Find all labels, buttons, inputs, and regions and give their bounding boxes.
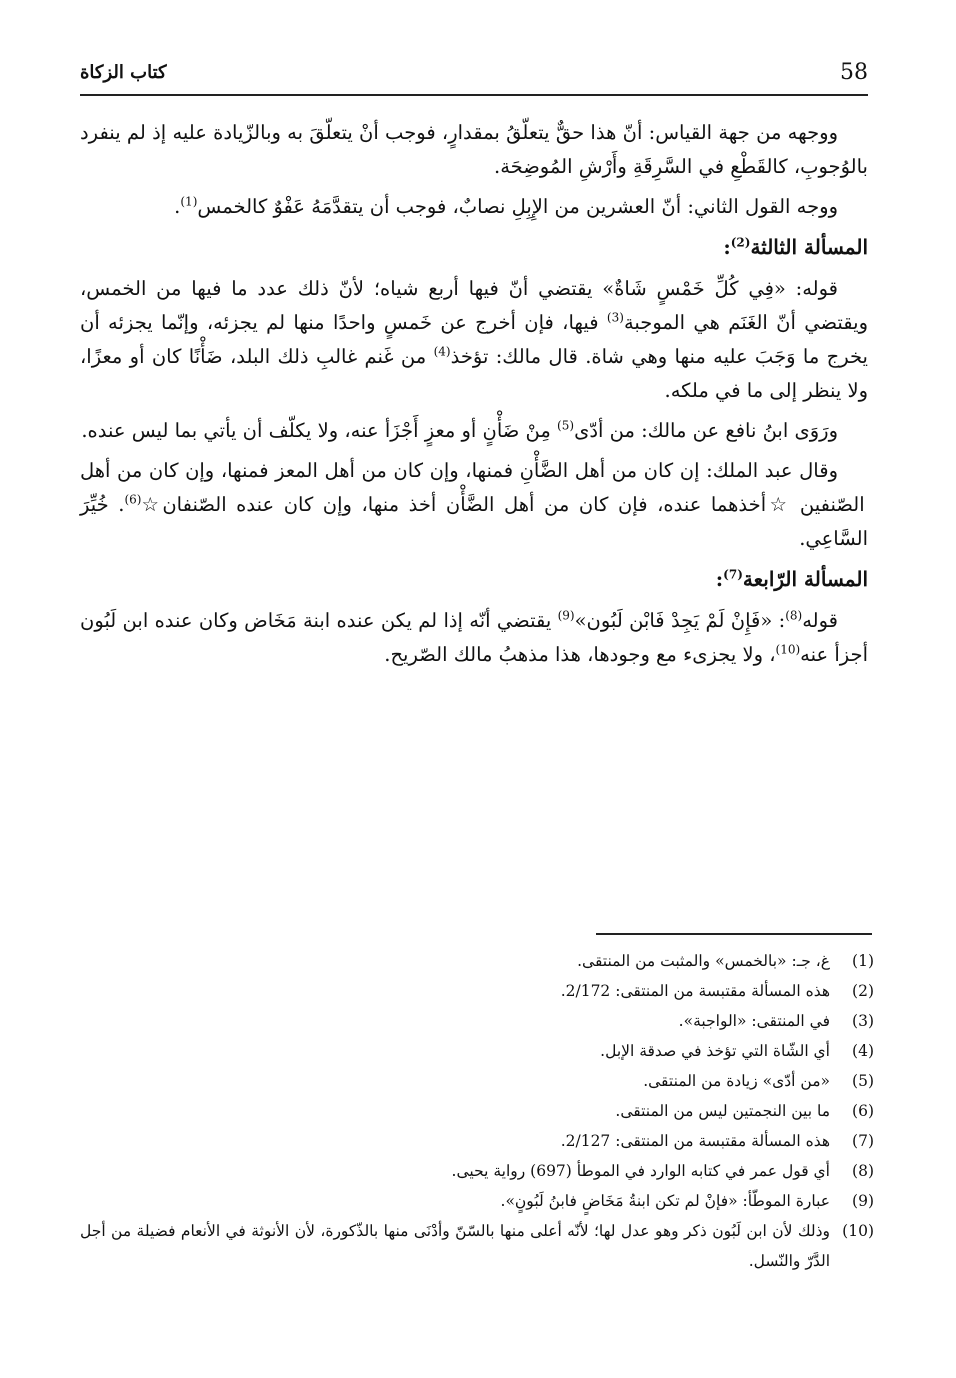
paragraph-analogy: [80, 116, 868, 184]
footnote-text: هذه المسألة مقتبسة من المنتقى: 2/172.: [560, 982, 830, 1000]
footnote-number: (7): [852, 1132, 874, 1150]
footnote-number: (9): [852, 1192, 874, 1210]
paragraph-text: فيها، فإن أخرج عن خَمسٍ واحدًا منها لم يجزئه، وإنّما يجزئه أن يخرج ما وَجَبَ عليه منها وهي شاة. قال مالك: تؤخذ: [80, 311, 868, 368]
footnote-item: [80, 1126, 874, 1156]
paragraph-text: : «فَإِنْ لَمْ يَجِدْ فَابْن لَبُون»: [574, 609, 786, 632]
paragraph-text: ووجه القول الثاني: أنّ العشرين من الإِبِلِ نصابٌ، فوجب أن يتقدَّمَهُ عَفْوٌ كالخمس: [197, 195, 838, 218]
paragraph-text: مِنْ ضَأْنٍ أو معزٍ أَجْزَأ عنه، ولا يكلّف أن يأتي بما ليس عنده.: [81, 419, 558, 442]
section-heading-third: [80, 230, 868, 264]
footnote-ref: (9): [557, 608, 575, 623]
heading-text: المسألة الرّابعة: [742, 567, 868, 591]
footnote-number: (6): [852, 1102, 874, 1120]
paragraph-text: وقال عبد الملك: إن كان من أهل الضَّأْنِ فمنها، وإن كان من أهل المعز فمنها، وإن كان من أهل الصّنفين ☆أخذهما عنده، فإن كان من أهل الضَّأْن أخذ منها، وإن كان عنده الصّنفان☆: [80, 459, 865, 516]
footnote-ref: (10): [775, 642, 801, 657]
paragraph-second-opinion: [80, 190, 868, 224]
paragraph-text: .: [174, 195, 181, 218]
paragraph-text: قوله: [802, 609, 838, 632]
section-heading-fourth: [80, 562, 868, 596]
footnote-text: في المنتقى: «الواجبة».: [678, 1012, 830, 1030]
footnote-text: ما بين النجمتين ليس من المنتقى.: [615, 1102, 830, 1120]
footnote-text: أي قول عمر في كتابه الوارد في الموطأ (697) رواية يحيى.: [451, 1162, 830, 1180]
page-header: [80, 60, 868, 96]
running-title: كتاب الزكاة: [80, 62, 167, 83]
main-text: [80, 116, 868, 678]
paragraph-text: ووجهه من جهة القياس: أنّ هذا حقٌّ يتعلّقُ بمقدارٍ، فوجب أنْ يتعلّقَ به وبالزّيادة عليه إذ لم ينفرد بالوُجوبِ، كالقَطْعِ في السَّرِقَةِ وأَرْشِ المُوضِحَة.: [80, 121, 868, 178]
footnote-item: [80, 1186, 874, 1216]
footnote-item: [80, 946, 874, 976]
footnote-text: «من أدّى» زيادة من المنتقى.: [643, 1072, 830, 1090]
footnote-ref: (4): [433, 344, 451, 359]
footnote-number: (4): [852, 1042, 874, 1060]
footnote-item: [80, 1006, 874, 1036]
footnote-text: وذلك لأن ابن لَبُون ذكر وهو عدل لها؛ لأنّه أعلى منها بالسّنّ وأدْنَى منها بالذّكورة، لأن الأنوثة في الأنعام فضيلة من أجل الدَّرّ والنّسل.: [80, 1222, 830, 1270]
footnote-ref: (2): [730, 235, 751, 250]
footnote-number: (10): [842, 1222, 874, 1240]
paragraph-five-camels: [80, 272, 868, 408]
footnotes: [80, 946, 874, 1276]
footnote-ref: (1): [180, 194, 198, 209]
footnote-ref: (8): [785, 608, 803, 623]
page-number: 58: [840, 60, 868, 85]
footnote-item: [80, 1096, 874, 1126]
footnote-number: (2): [852, 982, 874, 1000]
footnote-number: (1): [852, 952, 874, 970]
footnote-text: هذه المسألة مقتبسة من المنتقى: 2/127.: [560, 1132, 830, 1150]
paragraph-text: ورَوَى ابنُ نافع عن مالك: من أدّى: [574, 419, 838, 442]
paragraph-ibn-labun: [80, 604, 868, 672]
footnote-number: (3): [852, 1012, 874, 1030]
footnote-number: (5): [852, 1072, 874, 1090]
paragraph-text: من غَنم غالبِ ذلك البلد، ضَأْنًا كان أو معزًا، ولا ينظر إلى ما في ملكه.: [80, 345, 868, 402]
footnote-separator: [596, 933, 872, 935]
footnote-ref: (7): [723, 567, 743, 582]
heading-text: المسألة الثالثة: [750, 235, 868, 259]
paragraph-text: يقتضي أنّه إذا لم يكن عنده ابنة مَخَاض وكان عنده ابن لَبُون أجزأ عنه: [80, 609, 868, 666]
paragraph-text: ، ولا يجزىء مع وجودها، هذا مذهبُ مالك الصّريح.: [384, 643, 776, 666]
footnote-text: غ، جـ: «بالخمس» والمثبت من المنتقى.: [577, 952, 830, 970]
paragraph-abd-al-malik: [80, 454, 868, 556]
footnote-ref: (3): [606, 310, 624, 325]
footnote-number: (8): [852, 1162, 874, 1180]
paragraph-text: قوله: «فِي كُلِّ خَمْسٍ شَاةٌ» يقتضي أنّ فيها أربع شياه؛ لأنّ ذلك عدد ما فيها من الخمس، ويقتضي أنّ الغَنَم هي الموجبة: [80, 277, 868, 334]
footnote-item: [80, 1216, 874, 1276]
footnote-item: [80, 1066, 874, 1096]
footnote-item: [80, 1156, 874, 1186]
heading-colon: :: [715, 567, 724, 591]
footnote-item: [80, 976, 874, 1006]
footnote-text: أي الشّاة التي تؤخذ في صدقة الإبل.: [600, 1042, 830, 1060]
paragraph-ibn-nafi: [80, 414, 868, 448]
footnote-text: عبارة الموطّأ: «فإنْ لم تكن ابنةُ مَخَاضٍ فابنُ لَبُونٍ».: [500, 1192, 830, 1210]
footnote-ref: (5): [557, 418, 575, 433]
footnote-ref: (6): [124, 492, 142, 507]
heading-colon: :: [723, 235, 731, 259]
paragraph-text: . خُيِّرَ السَّاعِي.: [80, 493, 868, 550]
footnote-item: [80, 1036, 874, 1066]
